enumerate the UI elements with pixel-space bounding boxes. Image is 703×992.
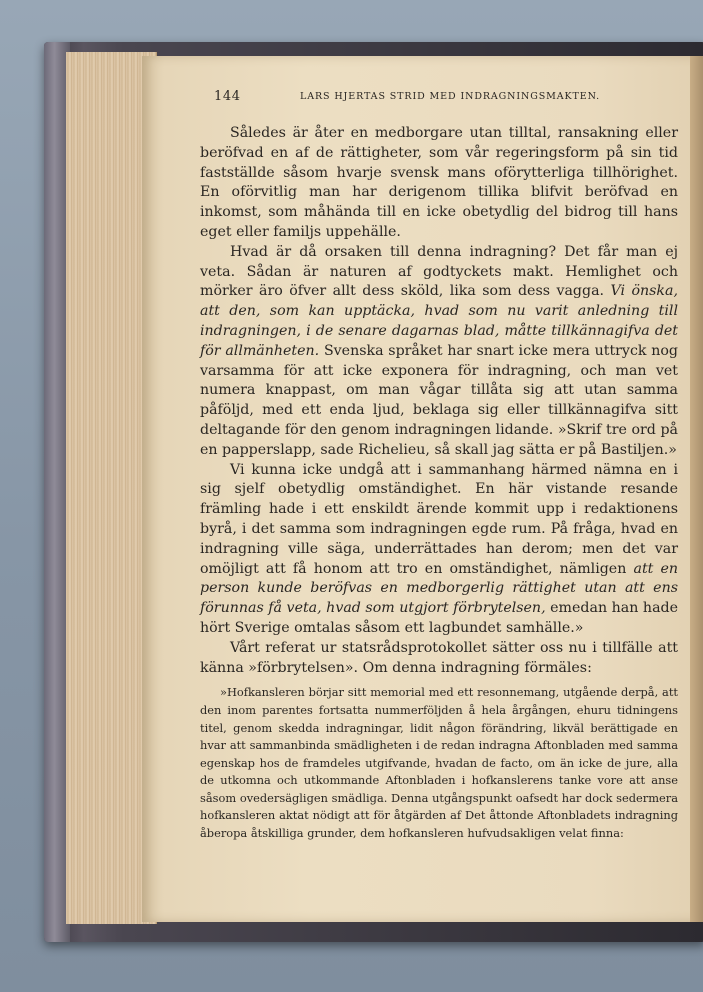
paragraph-4: Vårt referat ur statsrådsprotokollet sätter oss nu i tillfälle att känna »förbrytelsen». Om denna indragning förmäles: [200, 639, 678, 676]
paragraph-3-text-b: emedan han hade hört Sverige omtalas såsom ett lagbundet samhälle.» [200, 600, 678, 636]
quoted-protocol [200, 684, 678, 842]
paragraph-1: Således är åter en medborgare utan tilltal, ransakning eller beröfvad en af de rättigheter, som vår regeringsform på sin tid fastställde såsom hvarje svensk mans oförytterliga tillhörighet. En oförvitlig man har derigenom tillika blifvit beröfvad en inkomst, som måhända till en icke obetydlig del bidrog till hans eget eller familjs uppehälle. [200, 125, 678, 240]
paragraph-3-italic: att en person kunde beröfvas en medborgerlig rättighet utan att ens förunnas få veta, hvad som utgjort förbrytelsen, [200, 560, 679, 617]
paragraph-2-text-b: Svenska språket har snart icke mera uttryck nog varsamma för att icke exponera för indragning, och man vet numera knappast, om man vågar tillåta sig att utan samma påföljd, med ett enda ljud, beklaga sig eller tillkännagifva sitt deltagande för den genom indragningen lidande. »Skrif tre ord på en papperslapp, sade Richelieu, så skall jag sätta er på Bastiljen.» [200, 342, 678, 458]
paragraph-3 [200, 461, 678, 639]
paragraph-2-text-a: Hvad är då orsaken till denna indragning? Det får man ej veta. Sådan är naturen af godtyckets makt. Hemlighet och mörker äro öfver allt dess sköld, lika som dess vagga. [200, 243, 678, 300]
page-number: 144 [214, 89, 241, 104]
paragraph-2 [200, 243, 678, 461]
quote-paragraph: »Hofkansleren börjar sitt memorial med ett resonnemang, utgående derpå, att den inom parentes fortsatta nummerföljden å hela årgången, ehuru tidningens titel, genom skedda indragningar, lidit någon förändring, likväl berättigade en hvar att sammanbinda smädligheten i de redan indragna Aftonbladen med samma egenskap hos de framdeles utgifvande, hvadan de facto, om än icke de jure, alla de utkomna och utkommande Aftonbladen i hofkanslerens tanke vore att anse såsom ovedersägligen smädliga. Denna utgångspunkt oafsedt har dock sedermera hofkansleren aktat nödigt att för åtgärden af Det åttonde Aftonbladets indragning åberopa åtskilliga grunder, dem hofkansleren hufvudsakligen velat finna: [200, 685, 678, 841]
body-text [200, 124, 678, 678]
running-head: LARS HJERTAS STRID MED INDRAGNINGSMAKTEN. [300, 91, 601, 102]
page-content [200, 86, 678, 843]
page-header [200, 86, 678, 108]
paragraph-2-italic: Vi önska, att den, som kan upptäcka, hvad som nu varit anledning till indragningen, i de senare dagarnas blad, måtte tillkännagifva det för allmänheten. [200, 283, 678, 359]
paragraph-3-text-a: Vi kunna icke undgå att i sammanhang härmed nämna en i sig sjelf obetydlig omständighet. En här vistande resande främling hade i ett enskildt ärende kommit upp i redaktionens byrå, i det samma som indragningen egde rum. På fråga, hvad en indragning ville säga, underrättades han derom; men det var omöjligt att få honom att tro en omständighet, nämligen [200, 461, 678, 577]
page-right-edge [690, 56, 703, 922]
